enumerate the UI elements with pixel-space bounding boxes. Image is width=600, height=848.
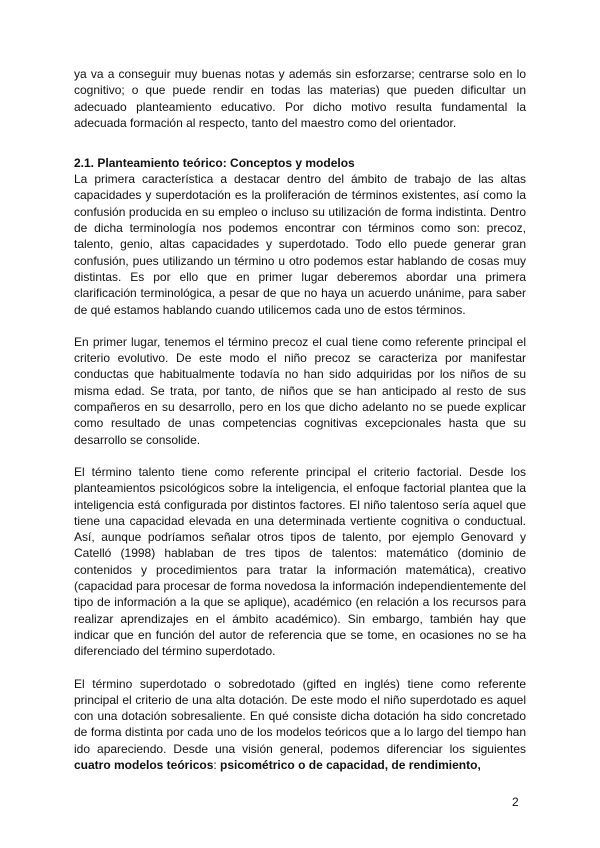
paragraph-superdotado — [74, 676, 526, 774]
paragraph-terminology: La primera característica a destacar dentro del ámbito de trabajo de las altas capacidades y superdotación es la proliferación de términos existentes, así como la confusión producida en su empleo o incluso su utilización de forma indistinta. Dentro de dicha terminología nos podemos encontrar con términos como son: precoz, talento, genio, altas capacidades y superdotado. Todo ello puede generar gran confusión, pues utilizando un término u otro podemos estar hablando de cosas muy distintas. Es por ello que en primer lugar deberemos abordar una primera clarificación terminológica, a pesar de que no haya un acuerdo unánime, para saber de qué estamos hablando cuando utilicemos cada uno de estos términos. — [74, 172, 526, 317]
document-page — [74, 66, 526, 773]
bold-models-list: psicométrico o de capacidad, de rendimiento, — [220, 757, 481, 772]
paragraph-superdotado-text: El término superdotado o sobredotado (gifted en inglés) tiene como referente principal el criterio de una alta dotación. De este modo el niño superdotado es aquel con una dotación sobresaliente. En qué consiste dicha dotación ha sido concretado de forma distinta por cada uno de los modelos teóricos que a lo largo del tiempo han ido apareciendo. Desde una visión general, podemos diferenciar los siguientes — [74, 676, 526, 756]
page-number: 2 — [512, 795, 519, 809]
paragraph-spacer — [74, 318, 526, 334]
paragraph-talento: El término talento tiene como referente principal el criterio factorial. Desde los planteamientos psicológicos sobre la inteligencia, el enfoque factorial plantea que la inteligencia está configurada por distintos factores. El niño talentoso sería aquel que tiene una capacidad elevada en una determinada vertiente cognitiva o conductual. Así, aunque podríamos señalar otros tipos de talento, por ejemplo Genovard y Catelló (1998) hablaban de tres tipos de talentos: matemático (dominio de contenidos y procedimientos para tratar la información matemática), creativo (capacidad para procesar de forma novedosa la información independientemente del tipo de información a la que se aplique), académico (en relación a los recursos para realizar aprendizajes en el ámbito académico). Sin embargo, también hay que indicar que en función del autor de referencia que se tome, en ocasiones no se ha diferenciado del término superdotado. — [74, 464, 526, 659]
paragraph-spacer — [74, 448, 526, 464]
section-heading: 2.1. Planteamiento teórico: Conceptos y modelos — [74, 156, 355, 171]
paragraph-spacer — [74, 660, 526, 676]
colon-separator: : — [213, 757, 221, 772]
paragraph-precoz: En primer lugar, tenemos el término precoz el cual tiene como referente principal el criterio evolutivo. De este modo el niño precoz se caracteriza por manifestar conductas que habitualmente todavía no han sido adquiridas por los niños de su misma edad. Se trata, por tanto, de niños que se han anticipado al resto de sus compañeros en su desarrollo, pero en los que dicho adelanto no se puede explicar como resultado de unas competencias cognitivas excepcionales hasta que su desarrollo se consolide. — [74, 334, 526, 447]
bold-models-label: cuatro modelos teóricos — [74, 757, 214, 772]
intro-paragraph: ya va a conseguir muy buenas notas y además sin esforzarse; centrarse solo en lo cognitivo; o que puede rendir en todas las materias) que pueden dificultar un adecuado planteamiento educativo. Por dicho motivo resulta fundamental la adecuada formación al respecto, tanto del maestro como del orientador. — [74, 67, 526, 130]
